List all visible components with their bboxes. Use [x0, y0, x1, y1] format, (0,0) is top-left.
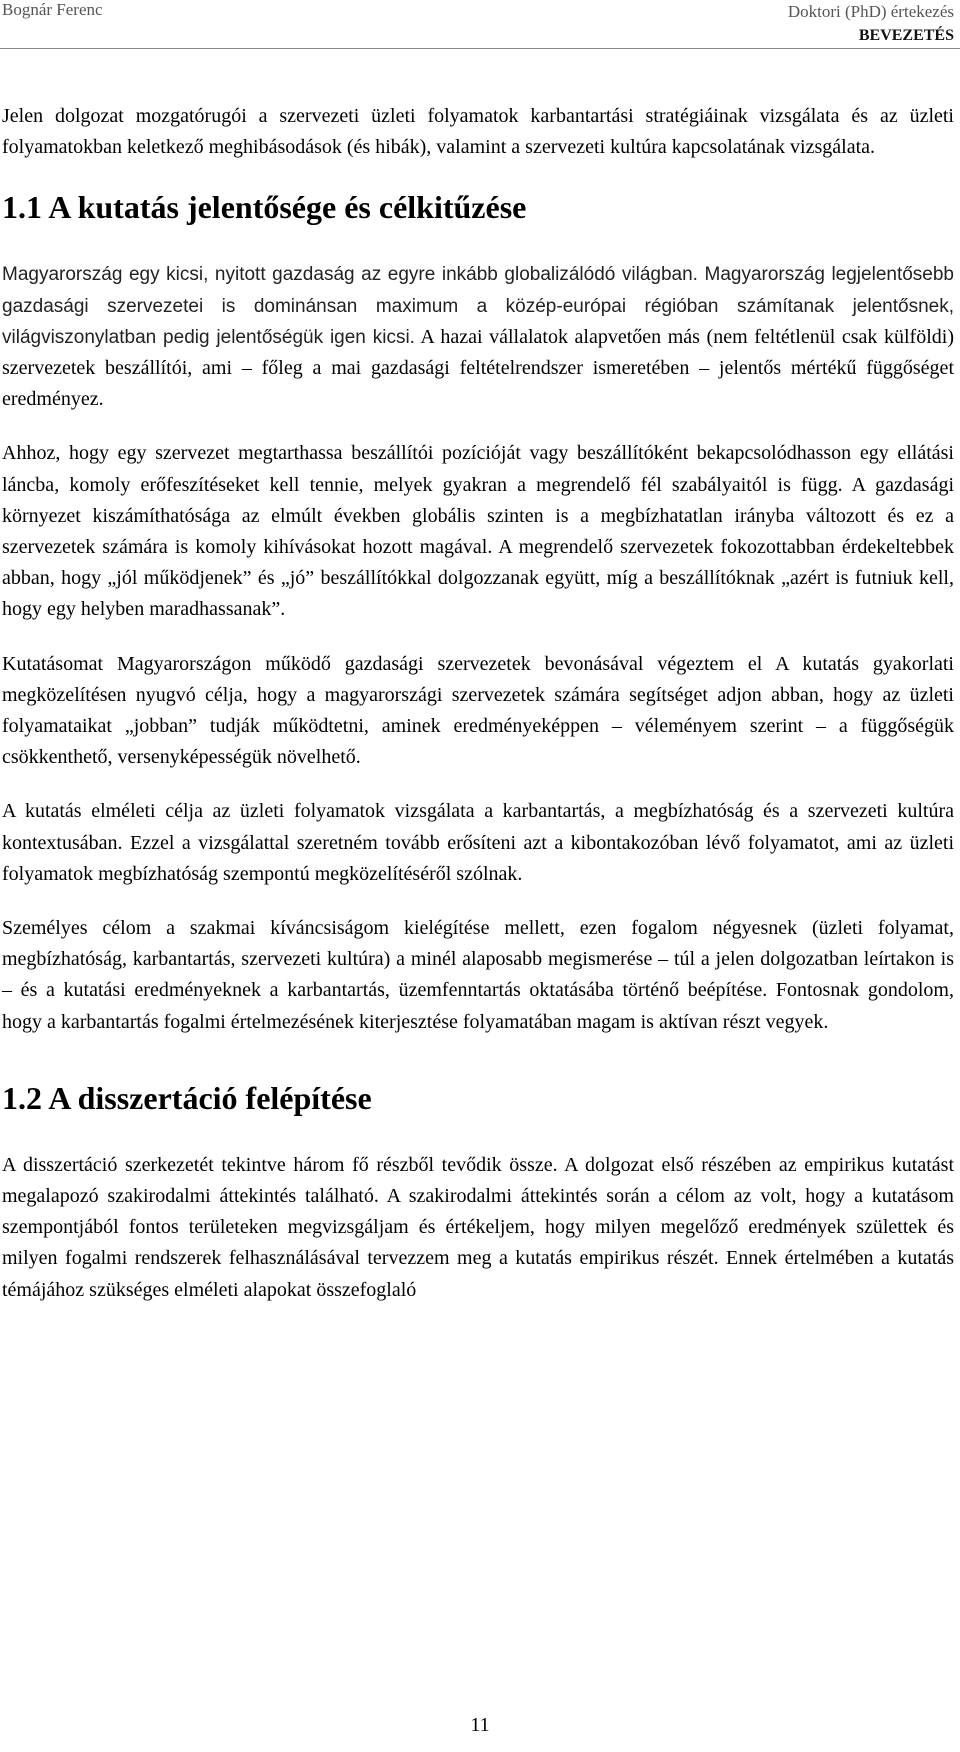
- section-heading-1-2: 1.2 A disszertáció felépítése: [2, 1079, 372, 1116]
- header-doc-type: Doktori (PhD) értekezés: [787, 2, 954, 21]
- intro-paragraph: Jelen dolgozat mozgatórugói a szervezeti üzleti folyamatok karbantartási stratégiáinak vizsgálata és az üzleti folyamatokban keletkező meghibásodások (és hibák), valamint a szervezeti kultúra kapcsolatának vizsgálata.: [2, 105, 954, 159]
- header-author: Bognár Ferenc: [2, 0, 103, 19]
- paragraph-serif-segment: A hazai vállalatok alapvetően más (nem feltétlenül csak külföldi) szervezetek beszállítói, ami – főleg a mai gazdasági feltételrendszer ismeretében – jelentős mértékű függőséget eredményez.: [2, 325, 954, 411]
- page-number: 11: [470, 1714, 490, 1736]
- page-body: [2, 101, 954, 1329]
- paragraph: Személyes célom a szakmai kíváncsiságom kielégítése mellett, ezen fogalom négyesnek (üzleti folyamat, megbízhatóság, karbantartás, szervezeti kultúra) a minél alaposabb megismerése – túl a jelen dolgozatban leírtakon is – és a kutatási eredményeknek a karbantartás, üzemfenntartás oktatásába történő beépítése. Fontosnak gondolom, hogy a karbantartás fogalmi értelmezésének kiterjesztése folyamatában magam is aktívan részt vegyek.: [2, 917, 954, 1033]
- paragraph: Kutatásomat Magyarországon működő gazdasági szervezetek bevonásával végeztem el A kutatás gyakorlati megközelítésen nyugvó célja, hogy a magyarországi szervezetek számára segítséget adjon abban, hogy az üzleti folyamataikat „jobban” tudják működtetni, aminek eredményeképpen – véleményem szerint – a függőségük csökkenthető, versenyképességük növelhető.: [2, 652, 954, 769]
- paragraph: A disszertáció szerkezetét tekintve három fő részből tevődik össze. A dolgozat első részében az empirikus kutatást megalapozó szakirodalmi áttekintés található. A szakirodalmi áttekintés során a célom az volt, hogy a kutatásom szempontjából fontos területeken megvizsgáljam és értékeljem, hogy milyen megelőző eredmények születtek és milyen fogalmi rendszerek felhasználásával tervezzem meg a kutatás empirikus részét. Ennek értelmében a kutatás témájához szükséges elméleti alapokat összefoglaló: [2, 1153, 954, 1301]
- paragraph-sans-segment: Magyarország egy kicsi, nyitott gazdaság az egyre inkább globalizálódó világban. Magyarország legjelentősebb gazdasági szervezetei is dominánsan maximum a közép-európai régióban számítanak jelentősnek, világviszonylatban pedig jelentőségük igen kicsi.: [2, 264, 954, 348]
- header-right: [788, 0, 954, 48]
- page-header: [0, 0, 960, 49]
- header-chapter: BEVEZETÉS: [858, 27, 954, 44]
- paragraph: [2, 259, 954, 415]
- section-heading-1-1: 1.1 A kutatás jelentősége és célkitűzése: [2, 189, 527, 226]
- paragraph: A kutatás elméleti célja az üzleti folyamatok vizsgálata a karbantartás, a megbízhatóság és a szervezeti kultúra kontextusában. Ezzel a vizsgálattal szeretném tovább erősíteni azt a kibontakozóban lévő folyamatot, ami az üzleti folyamatok megbízhatóság szempontú megközelítéséről szólnak.: [2, 800, 954, 885]
- paragraph: Ahhoz, hogy egy szervezet megtarthassa beszállítói pozícióját vagy beszállítóként bekapcsolódhasson egy ellátási láncba, komoly erőfeszítéseket kell tennie, melyek gyakran a megrendelő fél szabályaitól is függ. A gazdasági környezet kiszámíthatósága az elmúlt években globális szinten is a megbízhatatlan irányba változott és ez a szervezetek számára is komoly kihívásokat hozott magával. A megrendelő szervezetek fokozottabban érdekeltebbek abban, hogy „jól működjenek” és „jó” beszállítókkal dolgozzanak együtt, míg a beszállítóknak „azért is futniuk kell, hogy egy helyben maradhassanak”.: [2, 442, 954, 621]
